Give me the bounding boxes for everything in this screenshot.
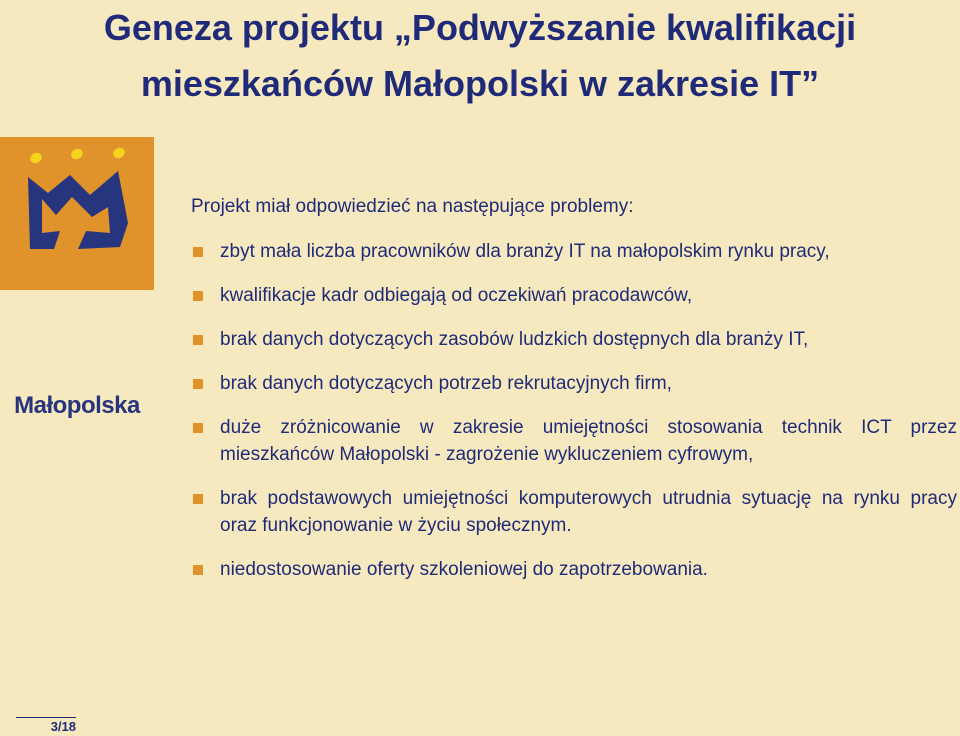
bullet-icon bbox=[193, 423, 203, 433]
malopolska-logo bbox=[0, 137, 154, 419]
intro-text: Projekt miał odpowiedzieć na następujące problemy: bbox=[191, 196, 634, 217]
list-item-text: kwalifikacje kadr odbiegają od oczekiwań pracodawców, bbox=[220, 285, 693, 306]
crown-emblem-icon bbox=[0, 137, 154, 290]
page-number: 3/18 bbox=[16, 717, 76, 736]
bullet-icon bbox=[193, 335, 203, 345]
bullet-icon bbox=[193, 565, 203, 575]
logo-text: Małopolska bbox=[14, 392, 140, 419]
list-item-text: zbyt mała liczba pracowników dla branży IT na małopolskim rynku pracy, bbox=[220, 241, 830, 262]
slide-title bbox=[0, 0, 960, 112]
title-line-2: mieszkańców Małopolski w zakresie IT” bbox=[140, 63, 820, 104]
list-item bbox=[191, 282, 957, 309]
bullet-icon bbox=[193, 247, 203, 257]
bullet-icon bbox=[193, 494, 203, 504]
list-item bbox=[191, 326, 957, 353]
list-item-text: brak danych dotyczących zasobów ludzkich dostępnych dla branży IT, bbox=[220, 329, 809, 350]
list-item-text: brak danych dotyczących potrzeb rekrutacyjnych firm, bbox=[220, 373, 672, 394]
list-item bbox=[191, 414, 957, 468]
list-item-text: duże zróżnicowanie w zakresie umiejętności stosowania technik ICT przez mieszkańców Małopolski - zagrożenie wykluczeniem cyfrowym, bbox=[220, 417, 957, 465]
bullet-icon bbox=[193, 379, 203, 389]
list-item bbox=[191, 238, 957, 265]
title-line-1: Geneza projektu „Podwyższanie kwalifikacji bbox=[103, 7, 857, 48]
list-item-text: brak podstawowych umiejętności komputerowych utrudnia sytuację na rynku pracy oraz funkcjonowanie w życiu społecznym. bbox=[220, 488, 957, 536]
list-item bbox=[191, 556, 957, 583]
list-item bbox=[191, 370, 957, 397]
problems-list bbox=[191, 238, 957, 600]
list-item-text: niedostosowanie oferty szkoleniowej do zapotrzebowania. bbox=[220, 559, 708, 580]
bullet-icon bbox=[193, 291, 203, 301]
list-item bbox=[191, 485, 957, 539]
